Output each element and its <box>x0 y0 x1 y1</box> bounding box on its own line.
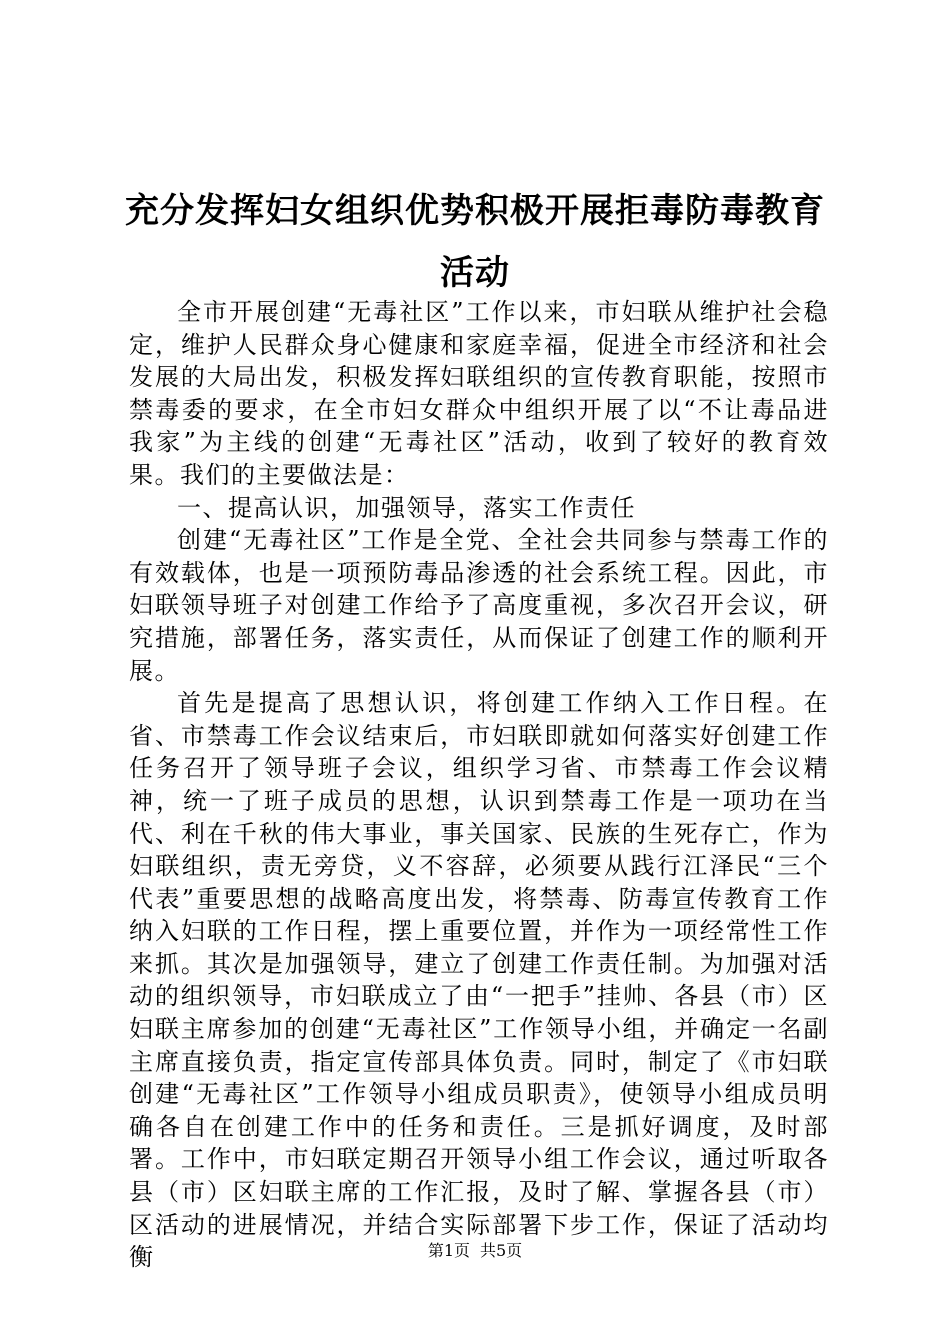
page-total: 共5页 <box>480 1241 523 1260</box>
section-heading-1: 一、提高认识，加强领导，落实工作责任 <box>177 493 636 522</box>
page-number: 第1页 <box>427 1241 470 1260</box>
body-paragraph-intro: 全市开展创建“无毒社区”工作以来，市妇联从维护社会稳定，维护人民群众身心健康和家庭幸福，促进全市经济和社会发展的大局出发，积极发挥妇联组织的宣传教育职能，按照市禁毒委的要求，在全市妇女群众中组织开展了以“不让毒品进我家”为主线的创建“无毒社区”活动，收到了较好的教育效果。我们的主要做法是： <box>129 298 829 489</box>
body-paragraph-3: 首先是提高了思想认识，将创建工作纳入工作日程。在省、市禁毒工作会议结束后，市妇联即就如何落实好创建工作任务召开了领导班子会议，组织学习省、市禁毒工作会议精神，统一了班子成员的思想，认识到禁毒工作是一项功在当代、利在千秋的伟大事业，事关国家、民族的生死存亡，作为妇联组织，责无旁贷，义不容辞，必须要从践行江泽民“三个代表”重要思想的战略高度出发，将禁毒、防毒宣传教育工作纳入妇联的工作日程，摆上重要位置，并作为一项经常性工作来抓。其次是加强领导，建立了创建工作责任制。为加强对活动的组织领导，市妇联成立了由“一把手”挂帅、各县（市）区妇联主席参加的创建“无毒社区”工作领导小组，并确定一名副主席直接负责，指定宣传部具体负责。同时，制定了《市妇联创建“无毒社区”工作领导小组成员职责》，使领导小组成员明确各自在创建工作中的任务和责任。三是抓好调度，及时部署。工作中，市妇联定期召开领导小组工作会议，通过听取各县（市）区妇联主席的工作汇报，及时了解、掌握各县（市）区活动的进展情况，并结合实际部署下步工作，保证了活动均衡 <box>129 689 829 1272</box>
body-paragraph-2: 创建“无毒社区”工作是全党、全社会共同参与禁毒工作的有效载体，也是一项预防毒品渗透的社会系统工程。因此，市妇联领导班子对创建工作给予了高度重视，多次召开会议，研究措施，部署任务，落实责任，从而保证了创建工作的顺利开展。 <box>129 526 829 685</box>
document-body <box>129 296 829 1274</box>
document-title: 充分发挥妇女组织优势积极开展拒毒防毒教育活动 <box>125 191 825 293</box>
page-footer <box>0 1241 950 1261</box>
